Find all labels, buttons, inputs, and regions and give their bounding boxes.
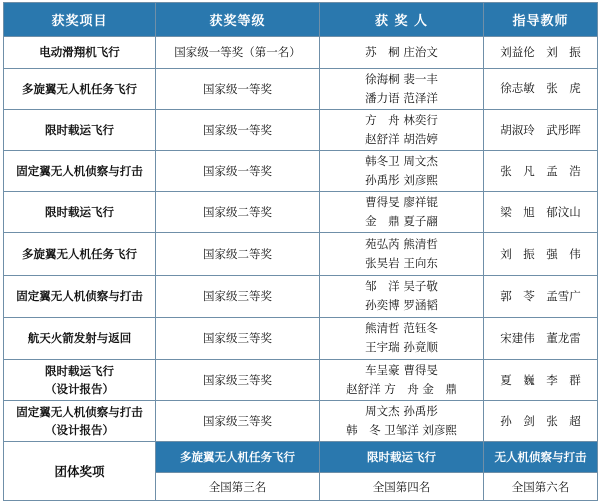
award-project-line: 限时载运飞行	[45, 123, 114, 138]
award-project-line: 限时载运飞行	[45, 205, 114, 220]
award-teachers	[484, 192, 598, 233]
award-project	[4, 151, 156, 192]
header-project: 获奖项目	[4, 3, 156, 37]
award-project-line: 电动滑翔机飞行	[39, 45, 120, 60]
award-project-line: 多旋翼无人机任务飞行	[22, 81, 137, 96]
award-teachers	[484, 110, 598, 151]
award-winners-line: 徐海桐 裴一丰	[365, 71, 438, 86]
awards-table	[3, 2, 598, 501]
award-winners-line: 熊清哲 范钰冬	[365, 321, 438, 336]
award-level: 国家级三等奖	[156, 275, 320, 317]
award-project-line: 固定翼无人机侦察与打击	[16, 405, 143, 420]
award-winners-line: 韩冬卫 周文杰	[365, 154, 438, 169]
team-rank: 全国第三名	[156, 473, 320, 501]
header-winners: 获 奖 人	[320, 3, 484, 37]
award-winners	[320, 317, 484, 359]
award-teachers	[484, 317, 598, 359]
team-category: 无人机侦察与打击	[484, 442, 598, 473]
award-winners-line: 邹 洋 吴子敬	[365, 279, 438, 294]
award-project	[4, 233, 156, 275]
award-winners-line: 方 舟 林奕行	[365, 113, 438, 128]
award-row	[4, 401, 598, 442]
award-winners-line: 苑弘芮 熊清哲	[365, 237, 438, 252]
award-level: 国家级三等奖	[156, 317, 320, 359]
award-level: 国家级二等奖	[156, 192, 320, 233]
team-rank: 全国第六名	[484, 473, 598, 501]
award-teachers-line: 宋建伟 董龙雷	[500, 330, 581, 345]
award-project	[4, 192, 156, 233]
award-winners	[320, 401, 484, 442]
award-teachers-line: 夏 巍 李 群	[500, 372, 581, 387]
award-project-line: 多旋翼无人机任务飞行	[22, 247, 137, 262]
award-winners	[320, 275, 484, 317]
team-awards	[4, 442, 598, 501]
award-teachers-line: 胡淑玲 武彤晖	[500, 122, 581, 137]
award-level: 国家级一等奖（第一名）	[156, 37, 320, 69]
award-winners	[320, 192, 484, 233]
award-winners-line: 周文杰 孙禹彤	[365, 404, 438, 419]
award-winners-line: 潘力语 范泽洋	[365, 90, 438, 105]
award-level: 国家级一等奖	[156, 68, 320, 109]
award-project	[4, 110, 156, 151]
award-row	[4, 192, 598, 233]
award-winners-line: 韩 冬 卫邹洋 刘彦熙	[346, 423, 457, 438]
award-winners-line: 孙奕博 罗涵韬	[365, 298, 438, 313]
award-teachers-line: 梁 旭 郁汶山	[500, 204, 581, 219]
award-teachers	[484, 275, 598, 317]
award-project-line: （设计报告）	[45, 382, 114, 397]
team-rank: 全国第四名	[320, 473, 484, 501]
award-winners	[320, 359, 484, 400]
award-project-line: 固定翼无人机侦察与打击	[16, 289, 143, 304]
award-level: 国家级三等奖	[156, 401, 320, 442]
award-row	[4, 317, 598, 359]
award-project	[4, 317, 156, 359]
award-winners-line: 赵舒洋 方 舟 金 鼎	[346, 382, 457, 397]
award-teachers-line: 刘益伦 刘 振	[500, 44, 581, 59]
award-winners-line: 金 鼎 夏子翮	[365, 214, 438, 229]
award-project	[4, 275, 156, 317]
award-project-line: 航天火箭发射与返回	[27, 331, 132, 346]
award-winners	[320, 233, 484, 275]
award-row	[4, 68, 598, 109]
award-row	[4, 151, 598, 192]
award-winners-line: 王宇瑞 孙竟顺	[365, 340, 438, 355]
award-teachers-line: 徐志敏 张 虎	[500, 81, 581, 96]
award-winners-line: 车呈豪 曹得旻	[365, 363, 438, 378]
award-row	[4, 275, 598, 317]
award-row	[4, 110, 598, 151]
award-winners	[320, 151, 484, 192]
team-category: 限时载运飞行	[320, 442, 484, 473]
award-teachers-line: 郭 苓 孟雪广	[500, 288, 581, 303]
award-project-line: （设计报告）	[45, 423, 114, 438]
award-level: 国家级二等奖	[156, 233, 320, 275]
award-teachers	[484, 359, 598, 400]
award-rows	[4, 37, 598, 442]
award-project-line: 限时载运飞行	[45, 364, 114, 379]
team-category: 多旋翼无人机任务飞行	[156, 442, 320, 473]
award-project-line: 固定翼无人机侦察与打击	[16, 164, 143, 179]
award-winners	[320, 37, 484, 69]
award-project	[4, 359, 156, 400]
award-teachers-line: 孙 剑 张 超	[500, 413, 581, 428]
award-winners-line: 张昊岩 王向东	[365, 256, 438, 271]
award-winners-line: 苏 桐 庄治文	[365, 44, 438, 59]
award-row	[4, 37, 598, 69]
award-teachers	[484, 37, 598, 69]
award-teachers-line: 张 凡 孟 浩	[500, 163, 581, 178]
award-level: 国家级一等奖	[156, 110, 320, 151]
award-level: 国家级一等奖	[156, 151, 320, 192]
award-winners-line: 赵舒洋 胡浩婷	[365, 132, 438, 147]
header-row	[4, 3, 598, 37]
team-award-label: 团体奖项	[4, 442, 156, 501]
award-teachers-line: 刘 振 强 伟	[500, 246, 581, 261]
award-teachers	[484, 401, 598, 442]
award-row	[4, 233, 598, 275]
award-project	[4, 401, 156, 442]
award-project	[4, 68, 156, 109]
award-row	[4, 359, 598, 400]
header-level: 获奖等级	[156, 3, 320, 37]
award-winners-line: 孙禹彤 刘彦熙	[365, 173, 438, 188]
award-winners-line: 曹得旻 廖祥锟	[365, 195, 438, 210]
award-teachers	[484, 68, 598, 109]
team-header-row	[4, 442, 598, 473]
award-winners	[320, 68, 484, 109]
award-teachers	[484, 151, 598, 192]
award-level: 国家级三等奖	[156, 359, 320, 400]
award-teachers	[484, 233, 598, 275]
award-project	[4, 37, 156, 69]
award-winners	[320, 110, 484, 151]
header-teachers: 指导教师	[484, 3, 598, 37]
